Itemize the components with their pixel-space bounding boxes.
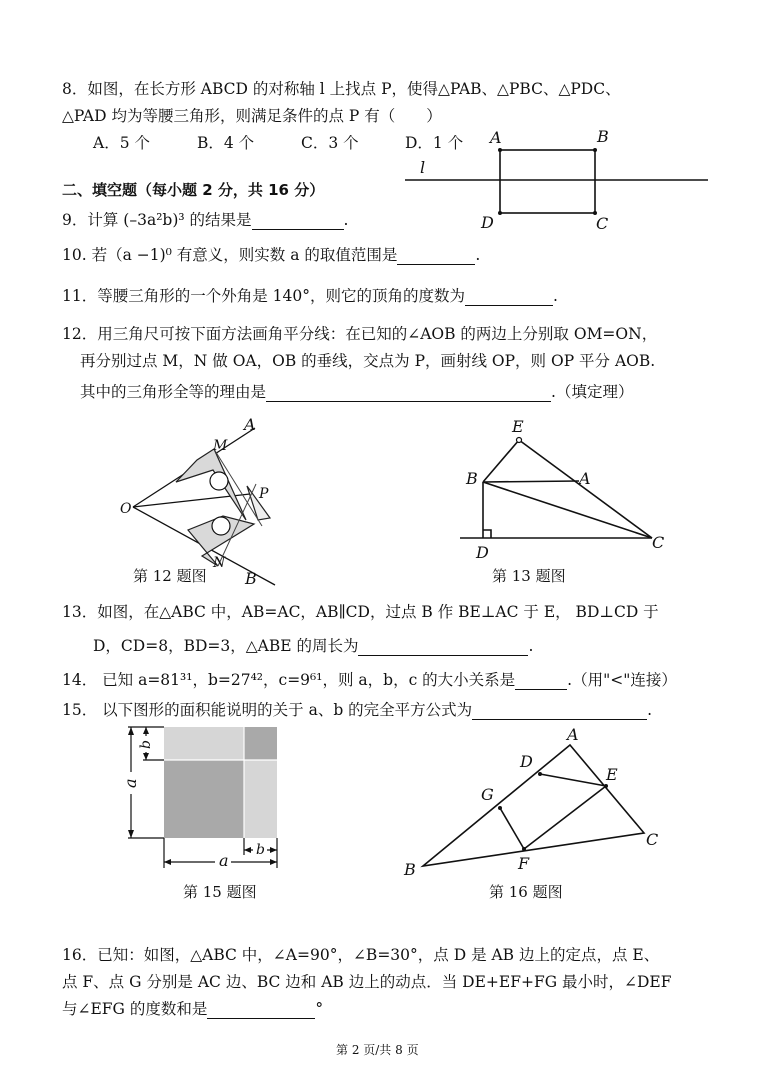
q12-line1: 12．用三角尺可按下面方法画角平分线：在已知的∠AOB 的两边上分别取 OM=ON， [62,325,658,343]
q15-text: 15． 以下图形的面积能说明的关于 a、b 的完全平方公式为 [62,701,473,719]
fig16-label-f: F [518,854,530,873]
section-heading: 二、填空题（每小题 2 分，共 16 分） [62,181,325,199]
fig12-label-p: P [259,486,269,502]
q16-line2: 点 F、点 G 分别是 AC 边、BC 边和 AB 边上的动点．当 DE+EF+FG 最小时，∠DEF [62,973,672,991]
fig16-label-d: D [520,752,533,771]
fig16-label-g: G [481,785,494,804]
fig15-label-b-side: b [138,740,154,749]
fig16-label-b: B [404,860,416,879]
q8-option-b: B．4 个 [197,134,255,152]
fig12-label-a: A [244,415,256,434]
q8-label-d: D [481,213,494,232]
fig15-label-b-bottom: b [256,842,265,858]
q12-text: 其中的三角形全等的理由是 [80,383,267,401]
q12-line2: 再分别过点 M，N 做 OA，OB 的垂线，交点为 P，画射线 OP，则 OP 平分 AOB. [80,352,656,370]
q8-label-l: l [420,158,426,177]
q8-line1: 8．如图，在长方形 ABCD 的对称轴 l 上找点 P，使得△PAB、△PBC、△PDC、 [62,80,621,98]
fig16-label-c: C [646,830,659,849]
q8-label-b: B [597,127,609,146]
fig13-caption: 第 13 题图 [492,567,566,585]
q9-end: . [343,211,349,229]
q11-text: 11．等腰三角形的一个外角是 140°，则它的顶角的度数为 [62,287,465,305]
q16-end: ° [315,1000,324,1018]
q14-text: 14． 已知 a=81³¹，b=27⁴²，c=9⁶¹，则 a，b，c 的大小关系是 [62,671,516,689]
fig15-label-a-side: a [121,778,140,788]
q12-end: .（填定理） [551,383,634,401]
q8-label-c: C [596,214,609,233]
fig13-label-e: E [512,417,524,436]
fig13-label-d: D [476,543,489,562]
fig13-label-b: B [466,469,478,488]
q8-option-d: D．1 个 [405,134,464,152]
q11-end: . [553,287,558,305]
q8-label-a: A [490,128,502,147]
fig16-caption: 第 16 题图 [489,883,563,901]
q15-end: . [647,701,653,719]
q14-end: .（用"<"连接） [567,671,677,689]
fig16-label-a: A [567,725,579,744]
fig15-label-a-bottom: a [219,851,229,870]
fig15-caption: 第 15 题图 [183,883,257,901]
fig12-caption: 第 12 题图 [133,567,207,585]
fig13-label-a: A [579,469,591,488]
q8-line2: △PAD 均为等腰三角形，则满足条件的点 P 有（ ） [62,107,442,125]
q13-text: D，CD=8，BD=3，△ABE 的周长为 [93,637,359,655]
q10-text: 10. 若（a −1)⁰ 有意义，则实数 a 的取值范围是 [62,246,398,264]
q16-text: 与∠EFG 的度数和是 [62,1000,208,1018]
q16-line1: 16．已知：如图，△ABC 中，∠A=90°，∠B=30°，点 D 是 AB 边上的定点，点 E、 [62,946,660,964]
fig16-label-e: E [606,765,618,784]
q16-answer-blank[interactable] [207,1002,315,1019]
fig12-label-o: O [120,501,132,517]
page-footer: 第 2 页/共 8 页 [336,1043,419,1057]
fig13-label-c: C [652,533,665,552]
q9-text: 9．计算 (–3a²b)³ 的结果是 [62,211,252,229]
fig12-label-n: N [213,555,226,571]
fig12-label-b: B [245,569,257,588]
q8-option-a: A．5 个 [93,134,150,152]
q10-end: . [475,246,481,264]
q8-option-c: C．3 个 [301,134,359,152]
q13-end: . [528,637,534,655]
q13-line1: 13．如图，在△ABC 中，AB=AC，AB∥CD，过点 B 作 BE⊥AC 于 E， BD⊥CD 于 [62,603,659,621]
fig12-label-m: M [213,438,228,454]
q16-line3 [62,999,323,1019]
